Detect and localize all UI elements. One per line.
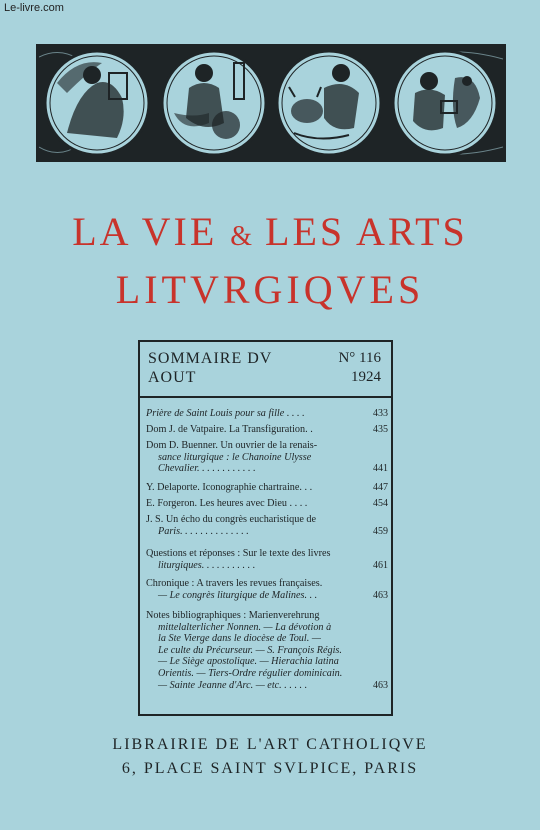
toc-header xyxy=(140,342,391,398)
toc-page: 454 xyxy=(373,498,388,509)
ox-evangelist-icon xyxy=(277,51,381,155)
watermark: Le-livre.com xyxy=(4,2,64,14)
publisher-address: 6, PLACE SAINT SVLPICE, PARIS xyxy=(121,760,419,777)
title-part-1: LA VIE xyxy=(72,209,218,254)
toc-entry: Dom D. Buenner. Un ouvrier de la renais- sance liturgique : le Chanoine Ulysse Chevalier. . . . . . . . . . . . 441 xyxy=(146,440,388,475)
toc-page: 463 xyxy=(373,679,388,691)
toc-entry: Questions et réponses : Sur le texte des livres liturgiques. . . . . . . . . . . 461 xyxy=(146,548,388,571)
title-part-2: LES ARTS xyxy=(265,209,468,254)
toc-entry: E. Forgeron. Les heures avec Dieu . . . . 454 xyxy=(146,498,388,509)
title-line-1 xyxy=(0,208,540,255)
toc-page: 433 xyxy=(373,408,388,419)
eagle-evangelist-icon xyxy=(393,51,497,155)
toc-page: 441 xyxy=(373,463,388,475)
title-line-2: LITVRGIQVES xyxy=(115,267,425,312)
angel-evangelist-icon xyxy=(45,51,149,155)
toc-entry: Y. Delaporte. Iconographie chartraine. . . 447 xyxy=(146,482,388,493)
evangelist-banner xyxy=(36,44,506,162)
title-ampersand: & xyxy=(230,221,253,252)
issue-number: N° 116 xyxy=(338,350,381,366)
table-of-contents xyxy=(138,340,393,716)
toc-entry: Chronique : A travers les revues françaises. — Le congrès liturgique de Malines. . . 463 xyxy=(146,578,388,601)
toc-page: 463 xyxy=(373,589,388,601)
toc-entry: Notes bibliographiques : Marienverehrung mittelalterlicher Nonnen. — La dévotion à la Ste Vierge dans le diocèse de Toul. — Le culte du Précurseur. — S. François Régis. — Le Siège apostolique. — Hierachia latina Orientis. — Tiers-Ordre régulier dominicain. — Sainte Jeanne d'Arc. — etc. . . . . . 463 xyxy=(146,610,388,691)
publisher-name: LIBRAIRIE DE L'ART CATHOLIQVE xyxy=(112,736,428,753)
toc-page: 459 xyxy=(373,525,388,537)
toc-entry: Prière de Saint Louis pour sa fille . . . . 433 xyxy=(146,408,388,419)
toc-entry: J. S. Un écho du congrès eucharistique de Paris. . . . . . . . . . . . . . 459 xyxy=(146,514,388,537)
toc-page: 435 xyxy=(373,424,388,435)
issue-month: AOUT xyxy=(148,369,197,386)
issue-year: 1924 xyxy=(351,369,381,385)
toc-entry: Dom J. de Vatpaire. La Transfiguration. . 435 xyxy=(146,424,388,435)
lion-evangelist-icon xyxy=(162,51,266,155)
toc-page: 461 xyxy=(373,559,388,571)
toc-heading: SOMMAIRE DV xyxy=(148,350,273,367)
toc-page: 447 xyxy=(373,482,388,493)
